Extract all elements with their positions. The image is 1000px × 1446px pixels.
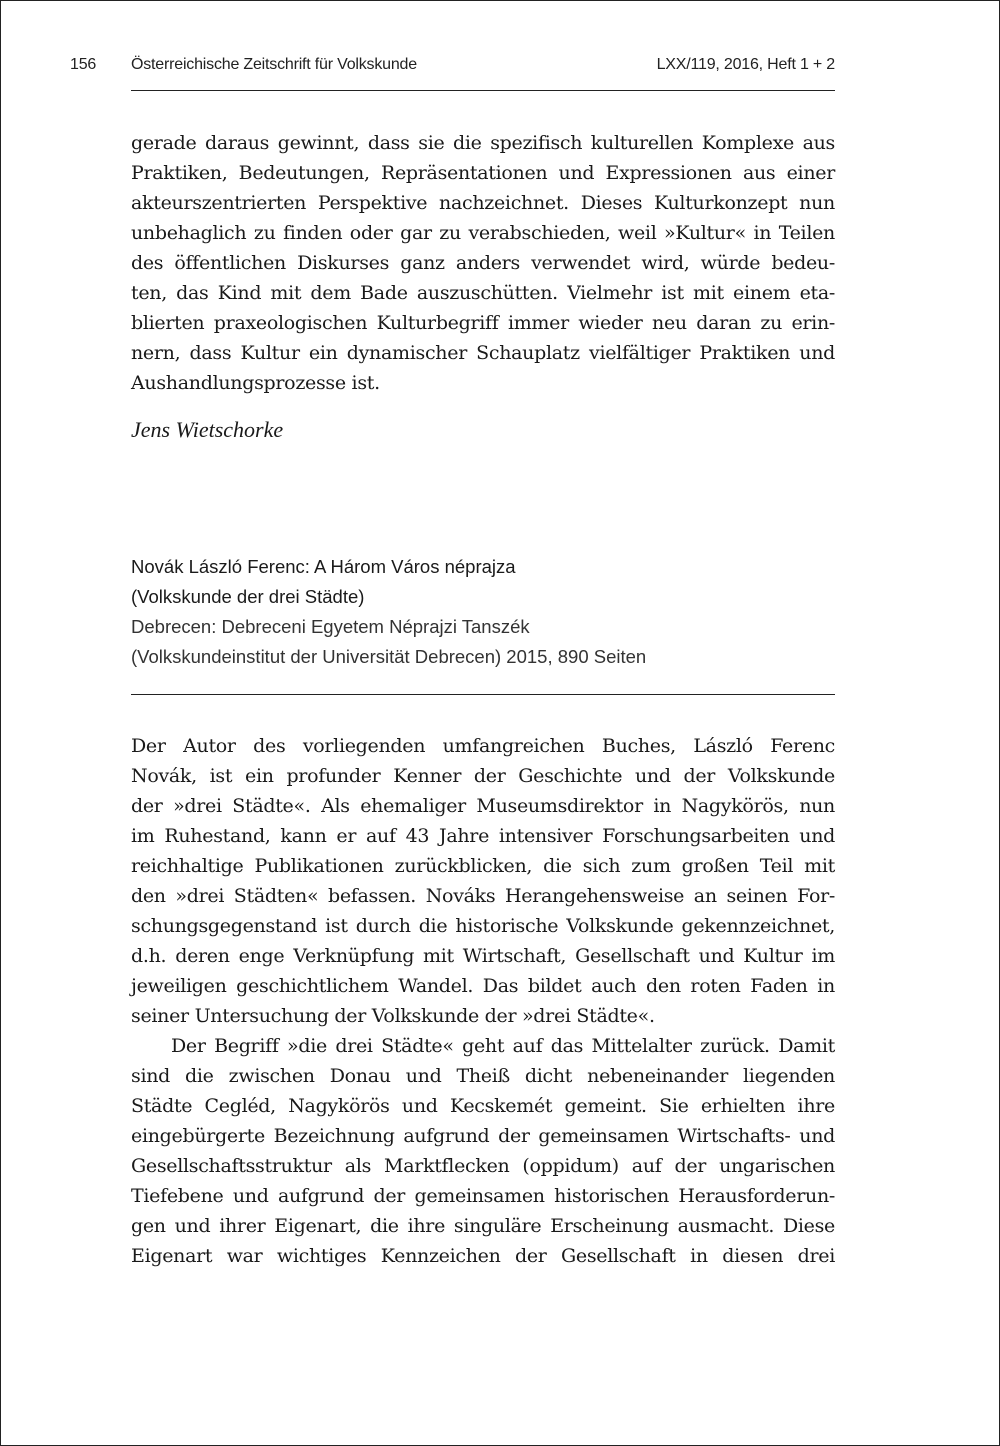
header-rule bbox=[131, 90, 835, 91]
text-line: der »drei Städte«. Als ehemaliger Museumsdirektor in Nagykörös, nun bbox=[131, 795, 835, 817]
text-line: Aushandlungsprozesse ist. bbox=[131, 372, 380, 394]
text-line: gen und ihrer Eigenart, die ihre singuläre Erscheinung ausmacht. Diese bbox=[131, 1215, 835, 1237]
text-line: akteurszentrierten Perspektive nachzeichnet. Dieses Kulturkonzept nun bbox=[131, 192, 835, 214]
journal-title: Österreichische Zeitschrift für Volkskunde bbox=[131, 56, 417, 73]
book-publisher-details: (Volkskundeinstitut der Universität Debrecen) 2015, 890 Seiten bbox=[131, 646, 647, 667]
text-line: Novák, ist ein profunder Kenner der Geschichte und der Volkskunde bbox=[131, 765, 835, 787]
text-line: Tiefebene und aufgrund der gemeinsamen historischen Herausforderun- bbox=[131, 1185, 835, 1207]
issue-info: LXX/119, 2016, Heft 1 + 2 bbox=[656, 56, 835, 73]
text-line: den »drei Städten« befassen. Nováks Herangehensweise an seinen For- bbox=[131, 885, 835, 907]
text-line: gerade daraus gewinnt, dass sie die spezifisch kulturellen Komplexe aus bbox=[131, 132, 835, 154]
text-line: Der Begriff »die drei Städte« geht auf das Mittelalter zurück. Damit bbox=[171, 1035, 835, 1057]
text-line: Der Autor des vorliegenden umfangreichen Buches, László Ferenc bbox=[131, 735, 835, 757]
review-1-text bbox=[131, 128, 835, 398]
review-2-bibliography bbox=[131, 552, 646, 672]
text-line: ten, das Kind mit dem Bade auszuschütten. Vielmehr ist mit einem eta- bbox=[131, 282, 835, 304]
text-line: Gesellschaftsstruktur als Marktflecken (oppidum) auf der ungarischen bbox=[131, 1155, 835, 1177]
page-number: 156 bbox=[70, 56, 97, 73]
text-line: seiner Untersuchung der Volkskunde der »drei Städte«. bbox=[131, 1005, 655, 1027]
book-title-translation: (Volkskunde der drei Städte) bbox=[131, 586, 365, 607]
text-line: sind die zwischen Donau und Theiß dicht nebeneinander liegenden bbox=[131, 1065, 835, 1087]
text-line: schungsgegenstand ist durch die historische Volkskunde gekennzeichnet, bbox=[131, 915, 835, 937]
book-title: Novák László Ferenc: A Három Város néprajza bbox=[131, 556, 516, 577]
review-2-text bbox=[131, 731, 835, 1271]
review-1-author: Jens Wietschorke bbox=[131, 417, 284, 442]
text-line: Eigenart war wichtiges Kennzeichen der Gesellschaft in diesen drei bbox=[131, 1245, 835, 1267]
text-line: d.h. deren enge Verknüpfung mit Wirtschaft, Gesellschaft und Kultur im bbox=[131, 945, 835, 967]
book-publisher: Debrecen: Debreceni Egyetem Néprajzi Tanszék bbox=[131, 616, 530, 637]
text-line: Praktiken, Bedeutungen, Repräsentationen und Expressionen aus einer bbox=[131, 162, 835, 184]
text-line: des öffentlichen Diskurses ganz anders verwendet wird, würde bedeu- bbox=[131, 252, 835, 274]
text-line: blierten praxeologischen Kulturbegriff immer wieder neu daran zu erin- bbox=[131, 312, 835, 334]
text-line: Städte Cegléd, Nagykörös und Kecskemét gemeint. Sie erhielten ihre bbox=[131, 1095, 835, 1117]
text-line: jeweiligen geschichtlichem Wandel. Das bildet auch den roten Faden in bbox=[131, 975, 835, 997]
text-line: eingebürgerte Bezeichnung aufgrund der gemeinsamen Wirtschafts- und bbox=[131, 1125, 835, 1147]
text-line: im Ruhestand, kann er auf 43 Jahre intensiver Forschungsarbeiten und bbox=[131, 825, 835, 847]
text-line: reichhaltige Publikationen zurückblicken, die sich zum großen Teil mit bbox=[131, 855, 835, 877]
text-line: nern, dass Kultur ein dynamischer Schauplatz vielfältiger Praktiken und bbox=[131, 342, 835, 364]
section-rule bbox=[131, 694, 835, 695]
text-line: unbehaglich zu finden oder gar zu verabschieden, weil »Kultur« in Teilen bbox=[131, 222, 835, 244]
